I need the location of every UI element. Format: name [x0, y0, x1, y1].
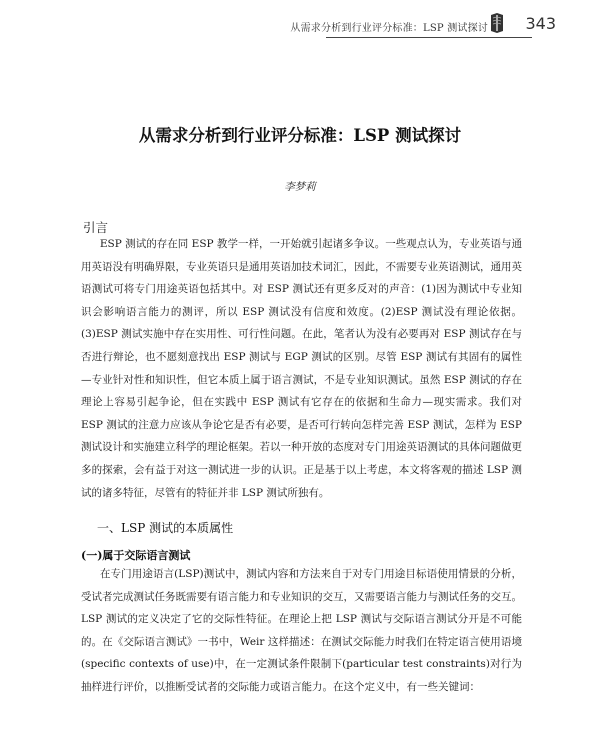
intro-paragraph: ESP 测试的存在同 ESP 教学一样，一开始就引起诸多争议。一些观点认为，专业英语与通用英语没有明确界限，专业英语只是通用英语加技术词汇，因此，不需要专业英语测试，通用英语测试可将专门用途英语包括其中。对 ESP 测试还有更多反对的声音：(1)因为测试中专业知识会影响语言能力的测评，所以 ESP 测试没有信度和效度。(2)ESP 测试没有理论依据。(3)ESP 测试实施中存在实用性、可行性问题。在此，笔者认为没有必要再对 ESP 测试存在与否进行辩论，也不愿刻意找出 ESP 测试与 EGP 测试的区别。尽管 ESP 测试有其固有的属性—专业针对性和知识性，但它本质上属于语言测试，不是专业知识测试。虽然 ESP 测试的存在理论上容易引起争论，但在实践中 ESP 测试有它存在的依据和生命力—现实需求。我们对 ESP 测试的注意力应该从争论它是否有必要，是否可行转向怎样完善 ESP 测试，怎样为 ESP 测试设计和实施建立科学的理论框架。若以一种开放的态度对专门用途英语测试的具体问题做更多的探索，会有益于对这一测试进一步的认识。正是基于以上考虑，本文将客观的描述 LSP 测试的诸多特征，尽管有的特征并非 LSP 测试所独有。 — [81, 238, 522, 499]
running-title: 从需求分析到行业评分标准：LSP 测试探讨 — [290, 23, 488, 34]
intro-heading: 引言 — [83, 220, 109, 235]
header-rule — [326, 37, 532, 38]
subsection-heading: (一)属于交际语言测试 — [81, 549, 191, 562]
section-paragraph: 在专门用途语言(LSP)测试中，测试内容和方法来自于对专门用途目标语使用情景的分析，受试者完成测试任务既需要有语言能力和专业知识的交互，又需要语言能力与测试任务的交互。LSP 测试的定义决定了它的交际性特征。在理论上把 LSP 测试与交际语言测试分开是不可能的。在《交际语言测试》一书中，Weir 这样描述：在测试交际能力时我们在特定语言使用语境(specific contexts of use)中，在一定测试条件限制下(particular test constraints)对行为抽样进行评价，以推断受试者的交际能力或语言能力。在这个定义中，有一些关键词： — [81, 568, 523, 693]
page-number: 343 — [525, 14, 556, 33]
book-emblem-icon — [488, 12, 506, 38]
article-title: 从需求分析到行业评分标准：LSP 测试探讨 — [138, 126, 462, 145]
section-heading: 一、LSP 测试的本质属性 — [97, 521, 234, 535]
running-header — [0, 8, 600, 38]
article-author: 李梦莉 — [284, 181, 316, 193]
